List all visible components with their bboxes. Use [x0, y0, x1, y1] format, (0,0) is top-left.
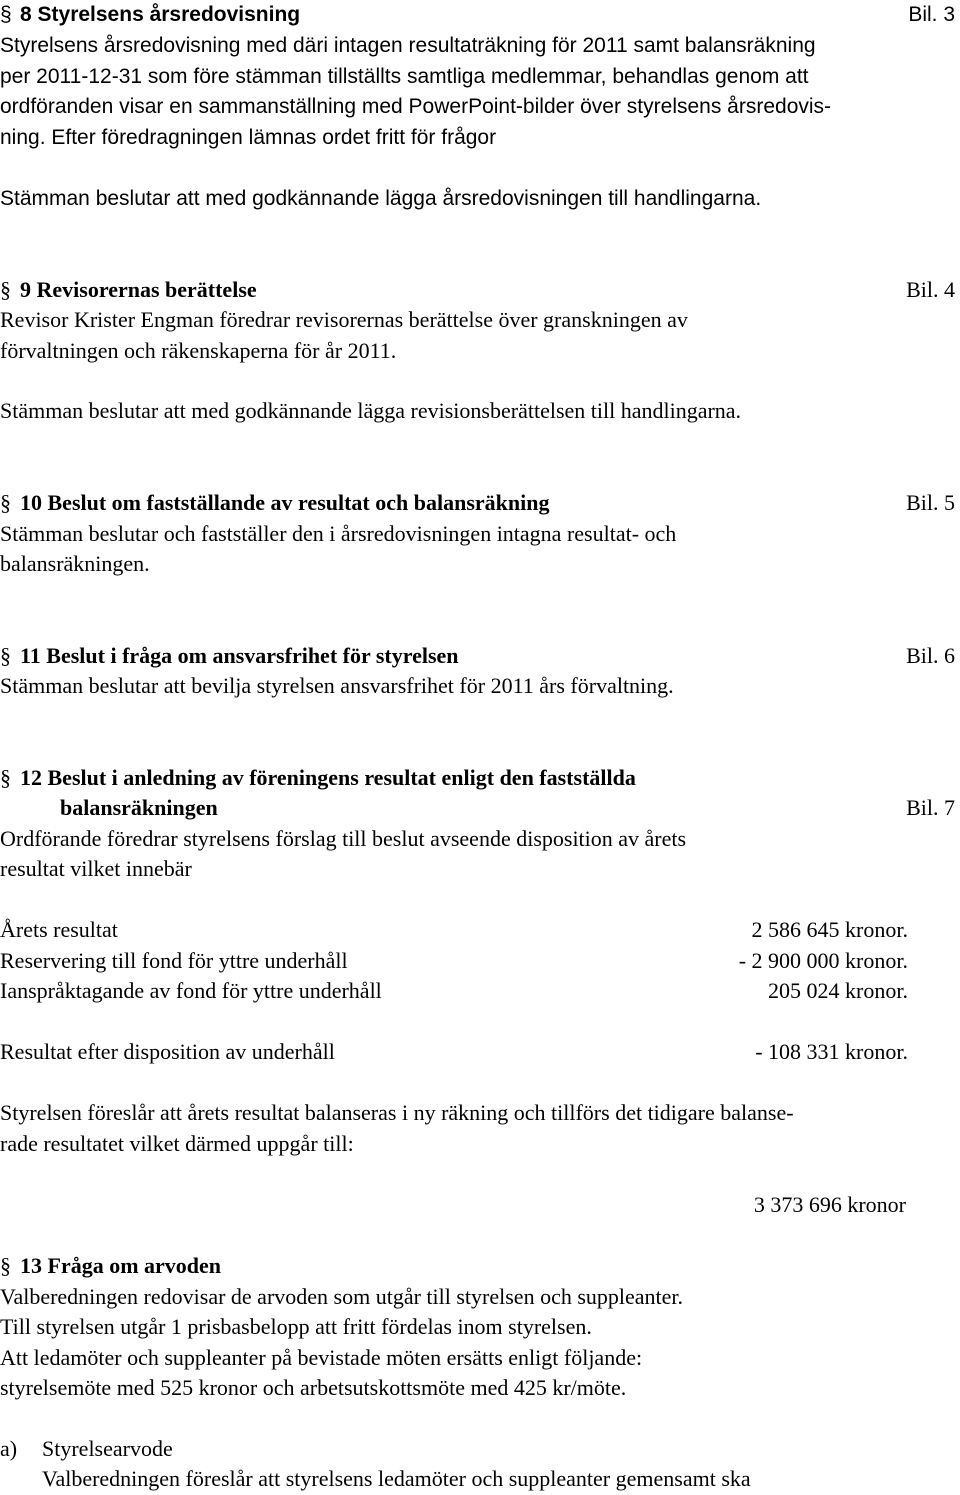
section-9-decision: Stämman beslutar att med godkännande lägga revisionsberättelsen till handlingarna. [0, 398, 742, 423]
section-12-total: 3 373 696 kronor [753, 1192, 906, 1217]
section-12-proposal-line: rade resultatet vilket därmed uppgår till: [0, 1131, 354, 1156]
section-9-heading [0, 275, 955, 305]
section-12-title-line-2: balansräkningen [60, 795, 218, 820]
section-11-heading [0, 641, 955, 671]
section-10-paragraph-line: Stämman beslutar och fastställer den i årsredovisningen intagna resultat- och [0, 521, 677, 546]
section-11-attachment-ref: Bil. 6 [906, 643, 955, 668]
section-9-attachment-ref: Bil. 4 [906, 277, 955, 302]
section-8-paragraph-line: Styrelsens årsredovisning med däri intagen resultaträkning för 2011 samt balansräkning [0, 34, 816, 57]
section-10-paragraph-line: balansräkningen. [0, 551, 150, 576]
list-marker: a) [0, 1436, 18, 1461]
section-13-paragraph-line: Valberedningen redovisar de arvoden som utgår till styrelsen och suppleanter. [0, 1284, 684, 1309]
section-12-heading-continued [0, 793, 955, 823]
result-row-value: - 2 900 000 kronor. [738, 948, 908, 973]
section-8-title: 8 Styrelsens årsredovisning [20, 3, 301, 26]
section-12-paragraph-line: Ordförande föredrar styrelsens förslag till beslut avseende disposition av årets [0, 826, 687, 851]
section-sign-icon: § [0, 765, 11, 790]
result-row-value: - 108 331 kronor. [755, 1039, 908, 1064]
section-13-title: 13 Fråga om arvoden [20, 1253, 222, 1278]
section-sign-icon: § [0, 277, 11, 302]
section-8-paragraph-line: per 2011-12-31 som före stämman tillställts samtliga medlemmar, behandlas genom att [0, 65, 809, 88]
section-sign-icon: § [0, 490, 11, 515]
result-row-label: Årets resultat [0, 917, 118, 942]
section-8-paragraph-line: ning. Efter föredragningen lämnas ordet fritt för frågor [0, 126, 497, 149]
section-12-attachment-ref: Bil. 7 [906, 795, 955, 820]
list-item-text: Valberedningen föreslår att styrelsens ledamöter och suppleanter gemensamt ska [42, 1466, 751, 1491]
section-12-proposal-line: Styrelsen föreslår att årets resultat balanseras i ny räkning och tillförs det tidigare balanse- [0, 1100, 794, 1125]
section-12-paragraph-line: resultat vilket innebär [0, 856, 192, 881]
result-row-label: Reservering till fond för yttre underhåll [0, 948, 348, 973]
section-11-paragraph-line: Stämman beslutar att bevilja styrelsen ansvarsfrihet för 2011 års förvaltning. [0, 673, 674, 698]
section-13-heading [0, 1251, 955, 1281]
section-9-paragraph-line: Revisor Krister Engman föredrar revisorernas berättelse över granskningen av [0, 307, 688, 332]
section-sign-icon: § [0, 3, 12, 26]
section-12-heading [0, 763, 955, 793]
section-9-title: 9 Revisorernas berättelse [20, 277, 257, 302]
result-row-value: 2 586 645 kronor. [751, 917, 908, 942]
section-sign-icon: § [0, 643, 11, 668]
result-row-label: Ianspråktagande av fond för yttre underhåll [0, 978, 382, 1003]
result-row-label: Resultat efter disposition av underhåll [0, 1039, 335, 1064]
section-10-title: 10 Beslut om fastställande av resultat och balansräkning [20, 490, 550, 515]
section-8-heading [0, 0, 955, 30]
section-13-paragraph-line: styrelsemöte med 525 kronor och arbetsutskottsmöte med 425 kr/möte. [0, 1375, 627, 1400]
section-13-paragraph-line: Att ledamöter och suppleanter på bevistade möten ersätts enligt följande: [0, 1345, 643, 1370]
section-10-attachment-ref: Bil. 5 [906, 490, 955, 515]
section-8-decision: Stämman beslutar att med godkännande lägga årsredovisningen till handlingarna. [0, 187, 762, 210]
section-8-paragraph-line: ordföranden visar en sammanställning med PowerPoint-bilder över styrelsens årsredovis- [0, 95, 832, 118]
section-12-title-line-1: 12 Beslut i anledning av föreningens resultat enligt den fastställda [20, 765, 636, 790]
result-row-value: 205 024 kronor. [768, 978, 908, 1003]
section-10-heading [0, 488, 955, 518]
section-11-title: 11 Beslut i fråga om ansvarsfrihet för styrelsen [20, 643, 459, 668]
section-13-paragraph-line: Till styrelsen utgår 1 prisbasbelopp att fritt fördelas inom styrelsen. [0, 1314, 592, 1339]
section-sign-icon: § [0, 1253, 11, 1278]
section-9-paragraph-line: förvaltningen och räkenskaperna för år 2011. [0, 338, 397, 363]
list-item-title: Styrelsearvode [42, 1436, 173, 1461]
section-8-attachment-ref: Bil. 3 [908, 3, 955, 26]
